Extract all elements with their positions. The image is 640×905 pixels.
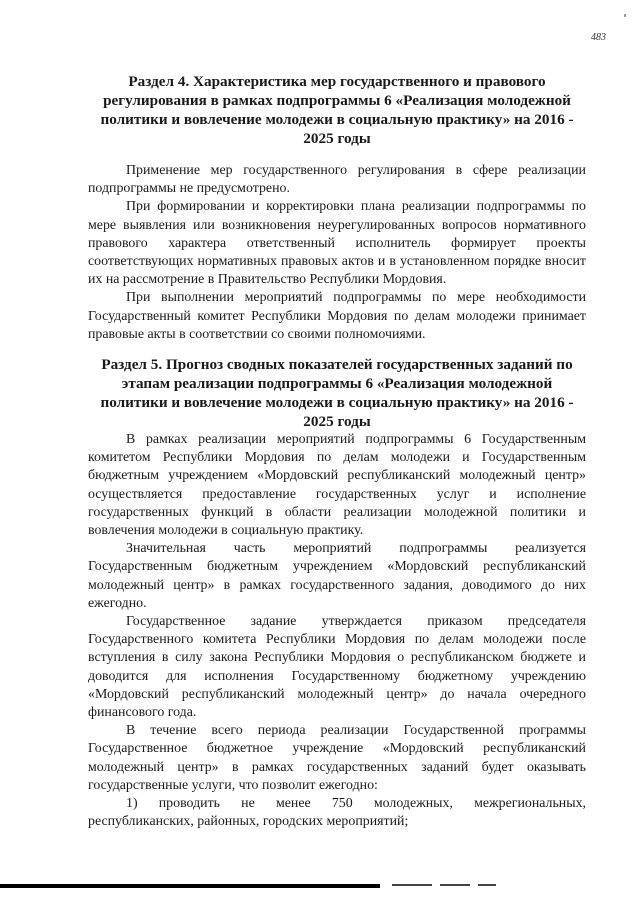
page-number: 483 [591, 32, 606, 43]
section-4-body [88, 162, 586, 344]
scan-edge-dash [440, 884, 470, 886]
scan-speck [624, 14, 626, 17]
section-4-paragraph-1: Применение мер государственного регулирования в сфере реализации подпрограммы не предусмотрено. [88, 163, 586, 197]
scan-edge-dash [392, 884, 432, 886]
section-4-paragraph-2: При формировании и корректировки плана реализации подпрограммы по мере выявления или возникновения неурегулированных вопросов нормативного правового характера ответственный исполнитель формирует проекты соответствующих нормативных правовых актов и в установленном порядке вносит их на рассмотрение в Правительство Республики Мордовия. [88, 199, 586, 288]
section-5-heading: Раздел 5. Прогноз сводных показателей государственных заданий по этапам реализации подпрограммы 6 «Реализация молодежной политики и вовлечение молодежи в социальную практику» на 2016 - 2025 годы [100, 356, 574, 430]
section-5-paragraph-5: 1) проводить не менее 750 молодежных, межрегиональных, республиканских, районных, городских мероприятий; [88, 796, 586, 830]
section-5-paragraph-4: В течение всего периода реализации Государственной программы Государственное бюджетное учреждение «Мордовский республиканский молодежный центр» в рамках государственных заданий будет оказывать государственные услуги, что позволит ежегодно: [88, 723, 586, 793]
section-5-paragraph-1: В рамках реализации мероприятий подпрограммы 6 Государственным комитетом Республики Мордовия по делам молодежи и Государственным бюджетным учреждением «Мордовский республиканский молодежный центр» осуществляется предоставление государственных услуг и исполнение государственных функций в области реализации молодежной политики и вовлечения молодежи в социальную практику. [88, 432, 586, 539]
scan-edge-dash [478, 884, 496, 886]
section-5-heading-block [88, 355, 586, 431]
section-4-heading-block [88, 72, 586, 148]
scan-edge-line [0, 884, 380, 888]
section-4-heading: Раздел 4. Характеристика мер государственного и правового регулирования в рамках подпрограммы 6 «Реализация молодежной политики и вовлечение молодежи в социальную практику» на 2016 - 2025 годы [100, 73, 574, 147]
section-5-paragraph-3: Государственное задание утверждается приказом председателя Государственного комитета Республики Мордовия по делам молодежи после вступления в силу закона Республики Мордовия о республиканском бюджете и доводится для исполнения Государственному бюджетному учреждению «Мордовский республиканский молодежный центр» до начала очередного финансового года. [88, 614, 586, 721]
section-5-body [88, 431, 586, 831]
section-5-paragraph-2: Значительная часть мероприятий подпрограммы реализуется Государственным бюджетным учреждением «Мордовский республиканский молодежный центр» в рамках государственного задания, доводимого до них ежегодно. [88, 541, 586, 611]
section-4-paragraph-3: При выполнении мероприятий подпрограммы по мере необходимости Государственный комитет Республики Мордовия по делам молодежи принимает правовые акты в соответствии со своими полномочиями. [88, 290, 586, 342]
